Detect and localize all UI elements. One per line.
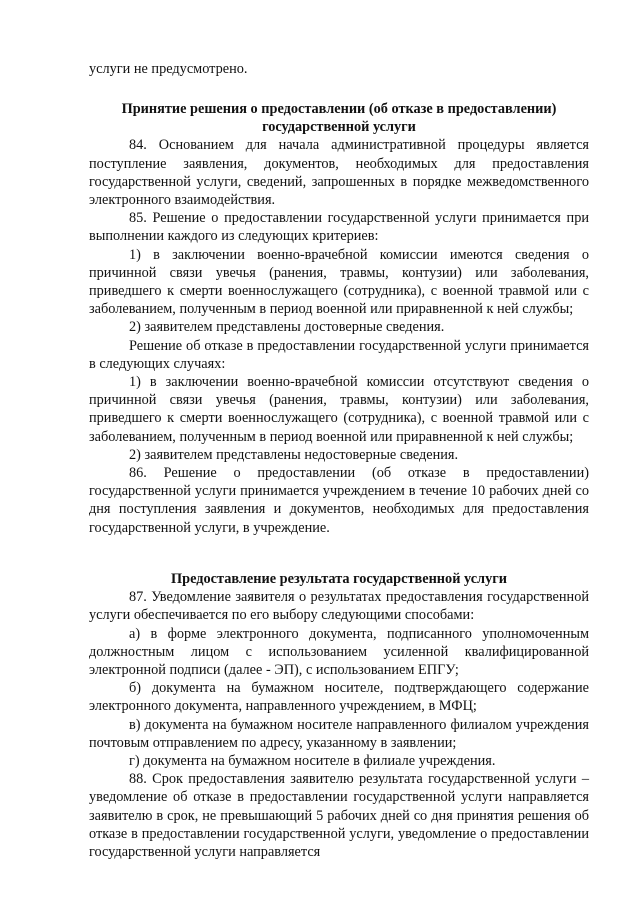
paragraph-88: 88. Срок предоставления заявителю результата государственной услуги – уведомление об отказе в предоставлении государственной услуги направляется заявителю в срок, не превышающий 5 рабочих дней со дня принятия решения об отказе в предоставлении государственной услуги, уведомление о предоставлении государственной услуги направляется: [89, 771, 589, 861]
section-decision: [89, 100, 589, 537]
refusal-intro: Решение об отказе в предоставлении государственной услуги принимается в следующих случаях:: [89, 337, 589, 372]
top-line: услуги не предусмотрено.: [89, 61, 248, 77]
option-b: б) документа на бумажном носителе, подтверждающего содержание электронного документа, направленного учреждением, в МФЦ;: [89, 680, 589, 715]
option-a: а) в форме электронного документа, подписанного уполномоченным должностным лицом с использованием усиленной квалифицированной электронной подписи (далее - ЭП), с использованием ЕПГУ;: [89, 625, 589, 679]
section-heading-decision: Принятие решения о предоставлении (об отказе в предоставлении) государственной услуги: [121, 101, 557, 136]
refusal-case-2: 2) заявителем представлены недостоверные сведения.: [129, 446, 459, 463]
paragraph-85: 85. Решение о предоставлении государственной услуги принимается при выполнении каждого из следующих критериев:: [89, 210, 589, 245]
section-result: [89, 570, 589, 861]
option-v: в) документа на бумажном носителе направленного филиалом учреждения почтовым отправлением по адресу, указанному в заявлении;: [89, 716, 589, 751]
section-heading-result: Предоставление результата государственной услуги: [171, 571, 507, 587]
criterion-1: 1) в заключении военно-врачебной комиссии имеются сведения о причинной связи увечья (ранения, травмы, контузии) или заболевания, приведшего к смерти военнослужащего (сотрудника), с военной травмой или с заболеванием, полученным в период военной или приравненной к ней службы;: [89, 246, 589, 318]
paragraph-84: 84. Основанием для начала административной процедуры является поступление заявления, документов, необходимых для предоставления государственной услуги, сведений, запрошенных в порядке межведомственного электронного взаимодействия.: [89, 137, 589, 209]
paragraph-86: 86. Решение о предоставлении (об отказе в предоставлении) государственной услуги принимается учреждением в течение 10 рабочих дней со дня поступления заявления и документов, необходимых для предоставления государственной услуги, в учреждение.: [89, 465, 589, 536]
criterion-2: 2) заявителем представлены достоверные сведения.: [129, 319, 445, 336]
option-g: г) документа на бумажном носителе в филиале учреждения.: [129, 753, 496, 770]
refusal-case-1: 1) в заключении военно-врачебной комиссии отсутствуют сведения о причинной связи увечья (ранения, травмы, контузии) или заболевания, приведшего к смерти военнослужащего (сотрудника), с военной травмой или с заболеванием, полученным в период военной или приравненной к ней службы;: [89, 374, 589, 445]
continuation-text: [89, 60, 589, 78]
paragraph-87: 87. Уведомление заявителя о результатах предоставления государственной услуги обеспечивается по его выбору следующими способами:: [89, 589, 589, 624]
